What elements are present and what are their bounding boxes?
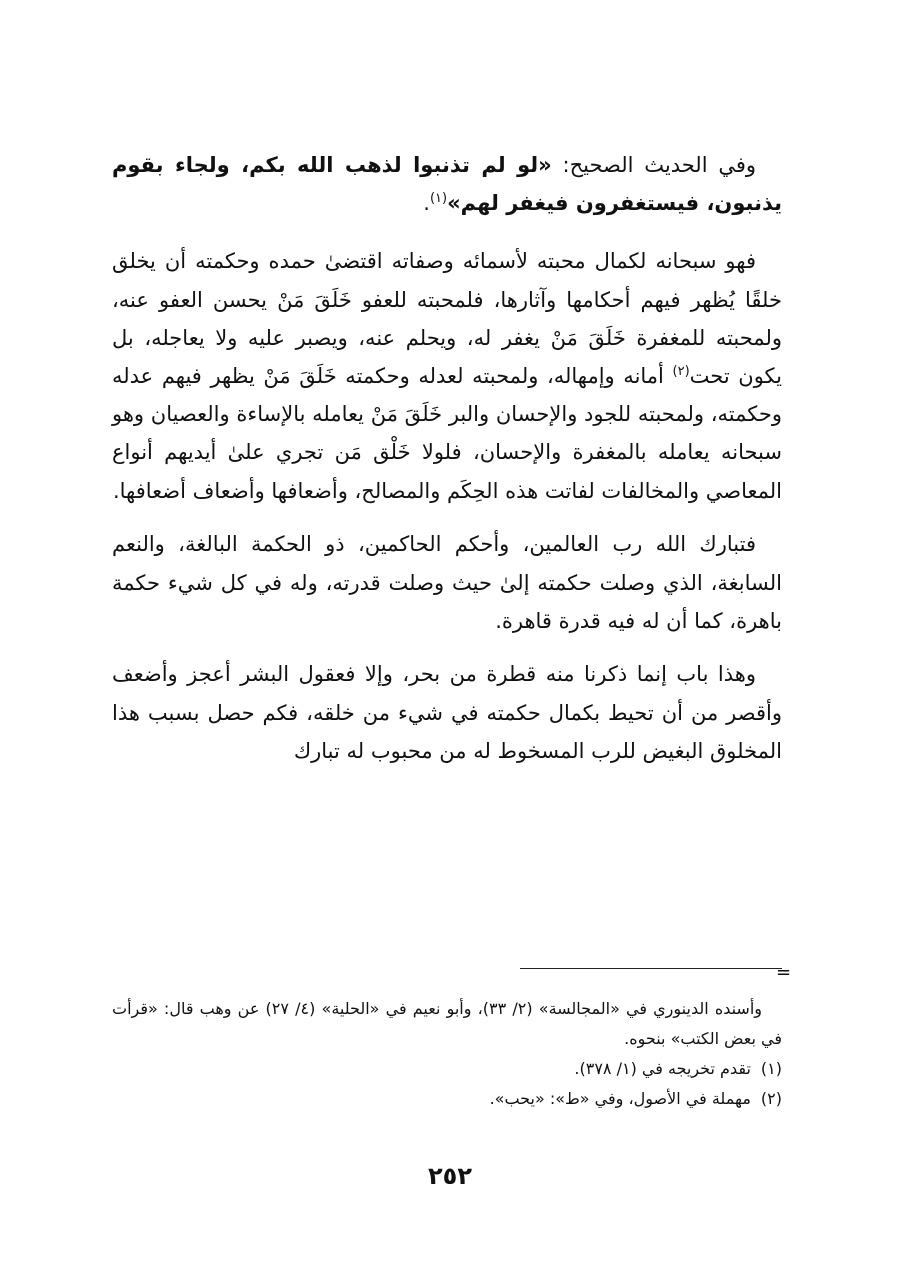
footnote-item-2 bbox=[112, 1084, 782, 1114]
paragraph-blessed: فتبارك الله رب العالمين، وأحكم الحاكمين، ذو الحكمة البالغة، والنعم السابغة، الذي وصلت حكمته إلىٰ حيث وصلت قدرته، وله في كل شيء حكمة باهرة، كما أن له فيه قدرة قاهرة. bbox=[112, 532, 782, 633]
footnote-text-1: تقدم تخريجه في (١/ ٣٧٨). bbox=[574, 1059, 751, 1078]
footnote-continuation-mark: = bbox=[776, 962, 792, 983]
hadith-quote: «لو لم تذنبوا لذهب الله بكم، ولجاء بقوم يذنبون، فيستغفرون فيغفر لهم» bbox=[112, 153, 782, 216]
hadith-tail: . bbox=[423, 191, 430, 216]
footnote-ref-1[interactable]: (١) bbox=[429, 191, 448, 207]
footnote-number-1: (١) bbox=[760, 1059, 782, 1078]
paragraph-wisdom bbox=[112, 242, 782, 509]
paragraph-hadith bbox=[112, 146, 782, 222]
main-text-body bbox=[112, 146, 782, 786]
footnote-ref-2[interactable]: (٢) bbox=[672, 364, 690, 380]
paragraph-drop-of-sea: وهذا باب إنما ذكرنا منه قطرة من بحر، وإلا فعقول البشر أعجز وأضعف وأقصر من أن تحيط بكمال حكمته في شيء من خلقه، فكم حصل بسبب هذا المخلوق البغيض للرب المسخوط له من محبوب له تبارك bbox=[112, 662, 782, 763]
footnote-text-2: مهملة في الأصول، وفي «ط»: «يحب». bbox=[489, 1089, 751, 1108]
paragraph-wisdom-part-a: فهو سبحانه لكمال محبته لأسمائه وصفاته اقتضىٰ حمده وحكمته أن يخلق خلقًا يُظهر فيهم أحكامها وآثارها، فلمحبته للعفو خَلَقَ مَنْ يحسن العفو عنه، ولمحبته للمغفرة خَلَقَ مَنْ يغفر له، ويحلم عنه، ويصبر عليه ولا يعاجله، بل يكون تحت bbox=[112, 249, 782, 389]
paragraph-wisdom-part-b: أمانه وإمهاله، ولمحبته لعدله وحكمته خَلَقَ مَنْ يظهر فيهم عدله وحكمته، ولمحبته للجود والإحسان والبر خَلَقَ مَنْ يعامله بالإساءة والعصيان وهو سبحانه يعامله بالمغفرة والإحسان، فلولا خَلْق مَن تجري علىٰ أيديهم أنواع المعاصي والمخالفات لفاتت هذه الحِكَم والمصالح، وأضعافها وأضعاف أضعافها. bbox=[112, 364, 782, 503]
page-number: ٢٥٢ bbox=[428, 1162, 472, 1190]
footnote-item-1 bbox=[112, 1054, 782, 1084]
hadith-lead-text: وفي الحديث الصحيح: bbox=[551, 153, 757, 177]
footnote-separator bbox=[520, 968, 782, 969]
footnotes-section bbox=[112, 994, 782, 1114]
footnote-continuation: وأسنده الدينوري في «المجالسة» (٢/ ٣٣)، وأبو نعيم في «الحلية» (٤/ ٢٧) عن وهب قال: «قرأت في بعض الكتب» بنحوه. bbox=[112, 999, 782, 1048]
footnote-number-2: (٢) bbox=[760, 1089, 782, 1108]
